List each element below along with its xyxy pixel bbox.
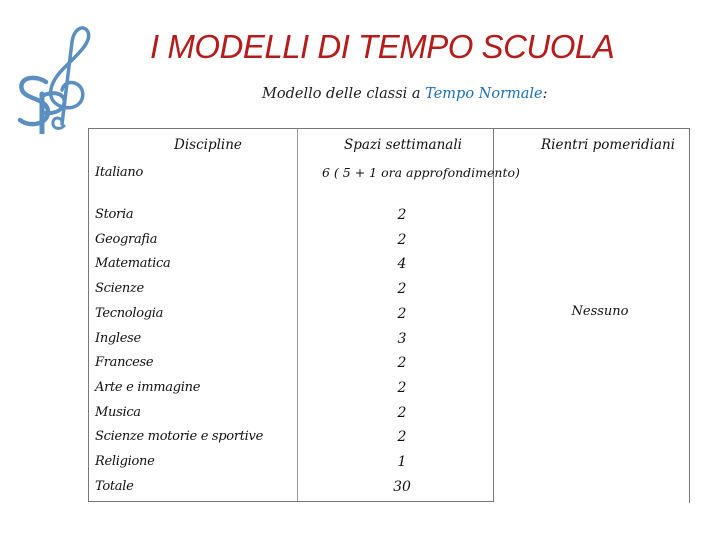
table-row-hours: 4	[397, 256, 407, 272]
table-row-hours: 3	[397, 331, 407, 347]
table-row-hours: 1	[397, 454, 407, 470]
table-row-subject: Religione	[95, 454, 155, 469]
table-row-subject: Musica	[95, 405, 141, 420]
page-title: I MODELLI DI TEMPO SCUOLA	[150, 28, 615, 65]
column-divider	[297, 129, 298, 501]
table-row-subject: Inglese	[95, 331, 141, 346]
table-row-hours: 2	[397, 232, 407, 248]
table-row-subject: Arte e immagine	[95, 380, 201, 395]
header-subject: Discipline	[174, 137, 242, 153]
header-rientri: Rientri pomeridiani	[541, 137, 676, 153]
table-row-subject: Geografia	[95, 232, 158, 247]
rientri-column-top-border	[494, 128, 690, 129]
table-row-hours: 2	[397, 281, 407, 297]
subject-italiano: Italiano	[95, 165, 143, 180]
table-row-subject: Totale	[95, 479, 134, 494]
table-row-subject: Francese	[95, 355, 154, 370]
table-row-subject: Tecnologia	[95, 306, 164, 321]
rientri-column-right-border	[689, 128, 690, 503]
table-row-subject: Storia	[95, 207, 134, 222]
table-row-subject: Scienze	[95, 281, 144, 296]
treble-clef-logo-icon	[8, 18, 112, 134]
page-subtitle: Modello delle classi a Tempo Normale:	[262, 86, 548, 102]
rientri-value: Nessuno	[571, 304, 629, 319]
table-row-subject: Matematica	[95, 256, 171, 271]
table-row-hours: 2	[397, 405, 407, 421]
table-row-hours: 2	[397, 380, 407, 396]
table-row-hours: 2	[397, 207, 407, 223]
table-row-hours: 2	[397, 429, 407, 445]
table-row-hours: 2	[397, 306, 407, 322]
table-row-hours: 2	[397, 355, 407, 371]
table-row-subject: Scienze motorie e sportive	[95, 429, 263, 444]
hours-italiano: 6 ( 5 + 1 ora approfondimento)	[322, 165, 520, 180]
subtitle-prefix: Modello delle classi a	[262, 86, 421, 102]
table-row-hours: 30	[393, 479, 411, 495]
subtitle-accent: Tempo Normale	[425, 86, 543, 102]
header-hours: Spazi settimanali	[344, 137, 462, 153]
